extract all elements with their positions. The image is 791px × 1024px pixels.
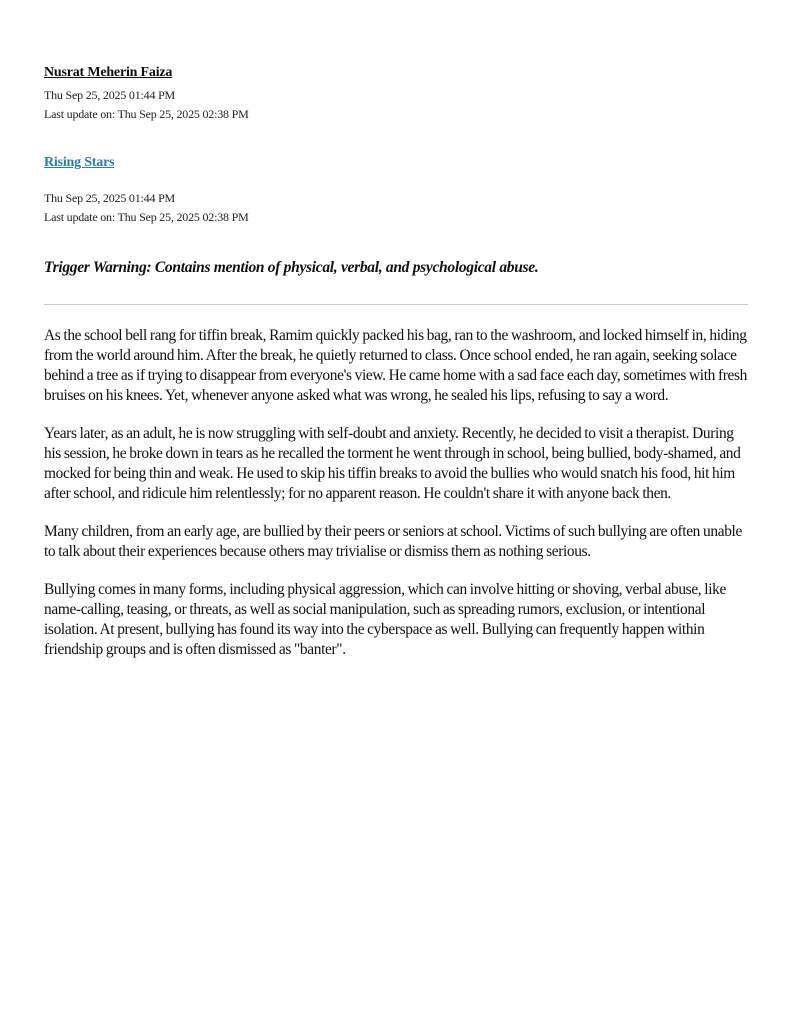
trigger-warning: Trigger Warning: Contains mention of physical, verbal, and psychological abuse. — [44, 259, 539, 276]
section-updated-date: Last update on: Thu Sep 25, 2025 02:38 PM — [44, 210, 249, 224]
article-body — [44, 326, 748, 678]
author-name-link[interactable]: Nusrat Meherin Faiza — [44, 65, 173, 80]
author-posted-date: Thu Sep 25, 2025 01:44 PM — [44, 88, 176, 102]
paragraph-3: Many children, from an early age, are bullied by their peers or seniors at school. Victims of such bullying are often unable to talk about their experiences because others may trivialise or dismiss them as nothing serious. — [44, 523, 742, 560]
section-meta — [44, 189, 249, 227]
author-updated-date: Last update on: Thu Sep 25, 2025 02:38 PM — [44, 107, 249, 121]
section-posted-date: Thu Sep 25, 2025 01:44 PM — [44, 191, 176, 205]
paragraph-2: Years later, as an adult, he is now struggling with self-doubt and anxiety. Recently, he decided to visit a therapist. During his session, he broke down in tears as he recalled the torment he went through in school, being bullied, body-shamed, and mocked for being thin and weak. He used to skip his tiffin breaks to avoid the bullies who would snatch his food, hit him after school, and ridicule him relentlessly; for no apparent reason. He couldn't share it with anyone back then. — [44, 425, 741, 502]
author-meta — [44, 86, 249, 124]
section-link-rising-stars[interactable]: Rising Stars — [44, 155, 115, 170]
paragraph-4: Bullying comes in many forms, including physical aggression, which can involve hitting or shoving, verbal abuse, like name-calling, teasing, or threats, as well as social manipulation, such as spreading rumors, exclusion, or intentional isolation. At present, bullying has found its way into the cyberspace as well. Bullying can frequently happen within friendship groups and is often dismissed as "banter". — [44, 581, 726, 658]
paragraph-1: As the school bell rang for tiffin break, Ramim quickly packed his bag, ran to the washroom, and locked himself in, hiding from the world around him. After the break, he quietly returned to class. Once school ended, he ran again, seeking solace behind a tree as if trying to disappear from everyone's view. He came home with a sad face each day, sometimes with fresh bruises on his knees. Yet, whenever anyone asked what was wrong, he sealed his lips, refusing to say a word. — [44, 327, 748, 404]
divider — [44, 304, 748, 305]
